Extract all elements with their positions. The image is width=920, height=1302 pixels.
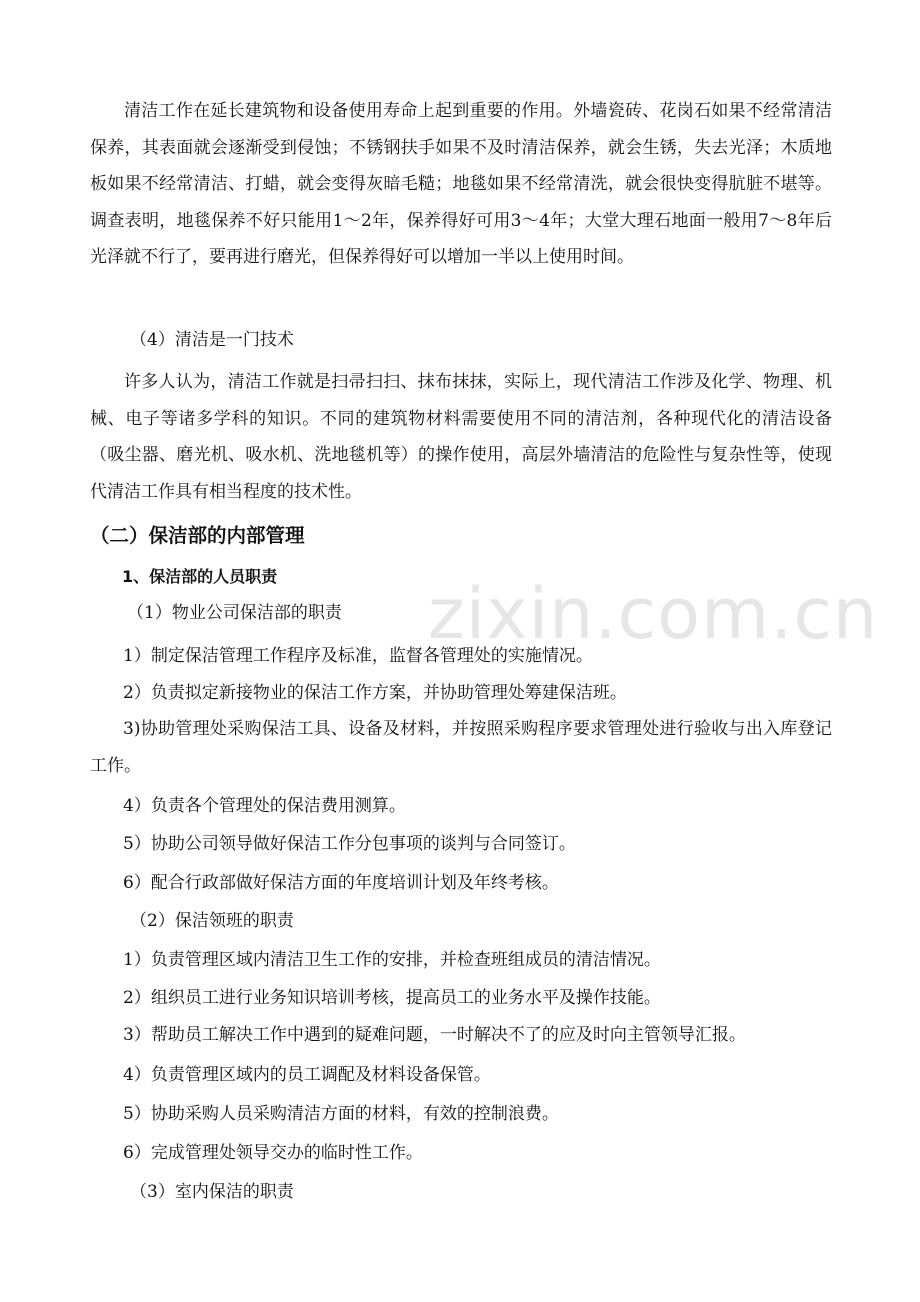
intro-paragraph: 清洁工作在延长建筑物和设备使用寿命上起到重要的作用。外墙瓷砖、花岗石如果不经常清洁保养，其表面就会逐渐受到侵蚀；不锈钢扶手如果不及时清洁保养，就会生锈，失去光泽；木质地板如果不经常清洁、打蜡，就会变得灰暗毛糙；地毯如果不经常清洗，就会很快变得肮脏不堪等。调查表明，地毯保养不好只能用1～2年，保养得好可用3～4年；大堂大理石地面一般用7～8年后光泽就不行了，要再进行磨光，但保养得好可以增加一半以上使用时间。 (90, 101, 832, 268)
group1-item: 6）配合行政部做好保洁方面的年度培训计划及年终考核。 (123, 873, 559, 893)
subheading-4: （4）清洁是一门技术 (130, 330, 294, 350)
group1-title: （1）物业公司保洁部的职责 (127, 603, 342, 623)
group1-item: 3)协助管理处采购保洁工具、设备及材料，并按照采购程序要求管理处进行验收与出入库登记工作。 (90, 719, 832, 776)
group2-item: 5）协助采购人员采购清洁方面的材料，有效的控制浪费。 (123, 1104, 559, 1124)
tech-paragraph: 许多人认为，清洁工作就是扫帚扫扫、抹布抹抹，实际上，现代清洁工作涉及化学、物理、机械、电子等诸多学科的知识。不同的建筑物材料需要使用不同的清洁剂，各种现代化的清洁设备（吸尘器、磨光机、吸水机、洗地毯机等）的操作使用，高层外墙清洁的危险性与复杂性等，使现代清洁工作具有相当程度的技术性。 (90, 372, 832, 502)
group2-item: 3）帮助员工解决工作中遇到的疑难问题，一时解决不了的应及时向主管领导汇报。 (123, 1025, 746, 1045)
group1-item: 2）负责拟定新接物业的保洁工作方案，并协助管理处筹建保洁班。 (123, 683, 627, 703)
section-heading: （二）保洁部的内部管理 (90, 524, 305, 547)
subsection-heading: 1、保洁部的人员职责 (122, 567, 278, 586)
group2-title: （2）保洁领班的职责 (130, 911, 294, 931)
group3-title: （3）室内保洁的职责 (130, 1182, 294, 1202)
group1-item: 5）协助公司领导做好保洁工作分包事项的谈判与合同签订。 (123, 834, 576, 854)
group2-item: 4）负责管理区域内的员工调配及材料设备保管。 (123, 1065, 491, 1085)
group2-item: 1）负责管理区域内清洁卫生工作的安排，并检查班组成员的清洁情况。 (123, 950, 661, 970)
watermark: zixin.com.cn (428, 573, 879, 655)
group2-item: 6）完成管理处领导交办的临时性工作。 (123, 1143, 423, 1163)
group1-item: 1）制定保洁管理工作程序及标准，监督各管理处的实施情况。 (123, 646, 593, 666)
group2-item: 2）组织员工进行业务知识培训考核，提高员工的业务水平及操作技能。 (123, 988, 661, 1008)
group1-item: 4）负责各个管理处的保洁费用测算。 (123, 796, 406, 816)
